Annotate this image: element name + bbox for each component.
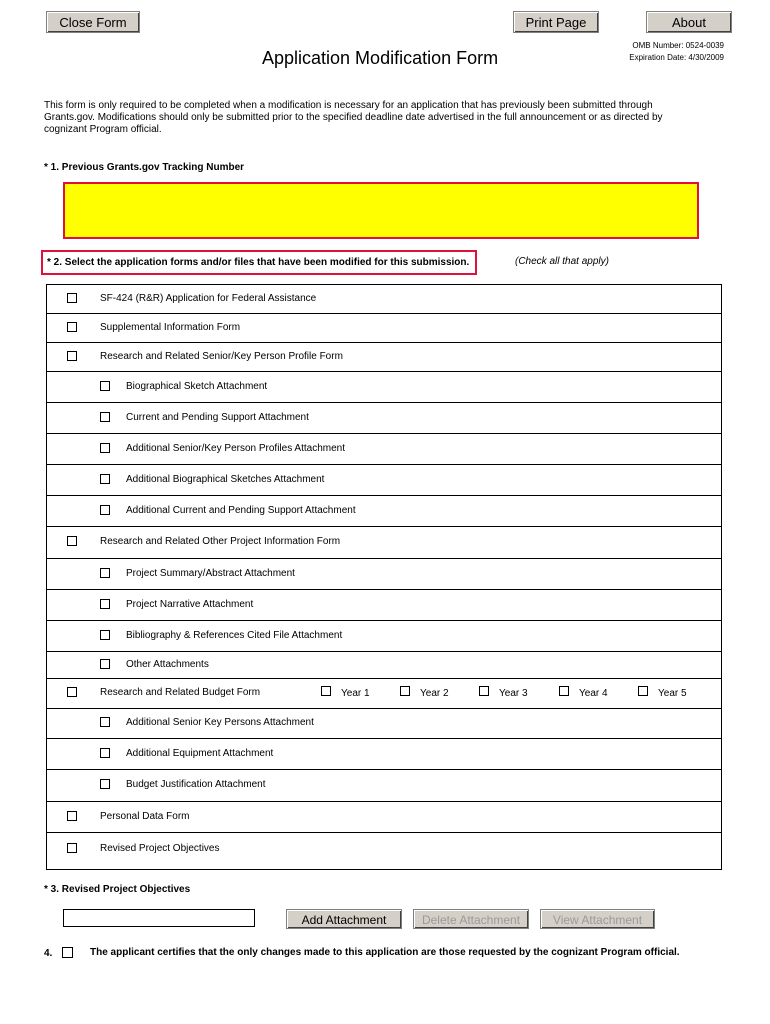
item-label: Bibliography & References Cited File Attachment: [126, 630, 343, 641]
item-checkbox[interactable]: [67, 322, 77, 332]
item-label: Biographical Sketch Attachment: [126, 381, 268, 392]
form-row: [47, 709, 721, 739]
item-checkbox[interactable]: [100, 599, 110, 609]
item-checkbox[interactable]: [100, 505, 110, 515]
form-row: [47, 285, 721, 314]
item-checkbox[interactable]: [100, 659, 110, 669]
print-page-button[interactable]: Print Page: [513, 11, 599, 33]
q2-label: * 2. Select the application forms and/or files that have been modified for this submission.: [41, 250, 477, 275]
form-row: [47, 652, 721, 679]
q4-label: The applicant certifies that the only changes made to this application are those requested by the cognizant Program official.: [90, 947, 680, 958]
item-label: Personal Data Form: [100, 811, 190, 822]
item-label: Additional Equipment Attachment: [126, 748, 274, 759]
item-label: Additional Biographical Sketches Attachment: [126, 474, 325, 485]
item-checkbox[interactable]: [67, 351, 77, 361]
item-label: Revised Project Objectives: [100, 843, 220, 854]
item-label: Additional Current and Pending Support Attachment: [126, 505, 356, 516]
budget-year-checkbox[interactable]: [479, 686, 489, 696]
close-form-button[interactable]: Close Form: [46, 11, 140, 33]
budget-year-checkbox[interactable]: [321, 686, 331, 696]
budget-year-label: Year 5: [658, 688, 687, 699]
budget-year-label: Year 1: [341, 688, 370, 699]
item-label: Current and Pending Support Attachment: [126, 412, 309, 423]
intro-text: This form is only required to be completed when a modification is necessary for an application that has previously been submitted through Grants.gov. Modifications should only be submitted prior to the specified deadline date advertised in the full announcement or as directed by cognizant Program official.: [44, 100, 663, 135]
item-label: Budget Justification Attachment: [126, 779, 266, 790]
item-checkbox[interactable]: [100, 443, 110, 453]
item-label: Research and Related Budget Form: [100, 687, 261, 698]
item-checkbox[interactable]: [100, 412, 110, 422]
budget-year-label: Year 2: [420, 688, 449, 699]
form-row: [47, 403, 721, 434]
form-row: [47, 739, 721, 770]
check-all-hint: (Check all that apply): [515, 256, 609, 267]
tracking-number-field[interactable]: [63, 182, 699, 239]
modified-forms-table: [46, 284, 722, 870]
budget-year-checkbox[interactable]: [559, 686, 569, 696]
item-checkbox[interactable]: [100, 748, 110, 758]
item-checkbox[interactable]: [100, 381, 110, 391]
q4-number: 4.: [44, 948, 53, 959]
item-label: SF-424 (R&R) Application for Federal Assistance: [100, 293, 317, 304]
item-label: Project Narrative Attachment: [126, 599, 254, 610]
item-checkbox[interactable]: [100, 717, 110, 727]
item-checkbox[interactable]: [100, 630, 110, 640]
form-row: [47, 559, 721, 590]
form-row: [47, 496, 721, 527]
form-row: [47, 833, 721, 866]
certify-checkbox[interactable]: [62, 947, 73, 958]
form-row: [47, 465, 721, 496]
item-label: Supplemental Information Form: [100, 322, 241, 333]
form-row: [47, 343, 721, 372]
budget-year-label: Year 4: [579, 688, 608, 699]
form-row: [47, 679, 721, 709]
form-row: [47, 621, 721, 652]
view-attachment-button[interactable]: View Attachment: [540, 909, 655, 929]
item-checkbox[interactable]: [100, 568, 110, 578]
item-checkbox[interactable]: [100, 779, 110, 789]
form-row: [47, 770, 721, 802]
form-title: Application Modification Form: [262, 48, 499, 68]
expiration-date: Expiration Date: 4/30/2009: [629, 53, 724, 62]
form-row: [47, 372, 721, 403]
item-label: Additional Senior Key Persons Attachment: [126, 717, 314, 728]
form-row: [47, 527, 721, 559]
omb-number: OMB Number: 0524-0039: [632, 41, 724, 50]
form-row: [47, 314, 721, 343]
item-label: Research and Related Senior/Key Person Profile Form: [100, 351, 343, 362]
item-label: Other Attachments: [126, 659, 209, 670]
item-checkbox[interactable]: [67, 687, 77, 697]
form-row: [47, 434, 721, 465]
budget-year-checkbox[interactable]: [638, 686, 648, 696]
attachment-filename-field: [63, 909, 255, 927]
item-label: Project Summary/Abstract Attachment: [126, 568, 295, 579]
form-row: [47, 802, 721, 833]
item-label: Research and Related Other Project Information Form: [100, 536, 341, 547]
budget-year-checkbox[interactable]: [400, 686, 410, 696]
item-checkbox[interactable]: [67, 293, 77, 303]
item-checkbox[interactable]: [100, 474, 110, 484]
item-checkbox[interactable]: [67, 811, 77, 821]
add-attachment-button[interactable]: Add Attachment: [286, 909, 402, 929]
delete-attachment-button[interactable]: Delete Attachment: [413, 909, 529, 929]
omb-info: [629, 40, 724, 64]
about-button[interactable]: About: [646, 11, 732, 33]
item-label: Additional Senior/Key Person Profiles Attachment: [126, 443, 346, 454]
form-row: [47, 590, 721, 621]
budget-year-label: Year 3: [499, 688, 528, 699]
q1-label: * 1. Previous Grants.gov Tracking Number: [44, 162, 245, 173]
item-checkbox[interactable]: [67, 536, 77, 546]
item-checkbox[interactable]: [67, 843, 77, 853]
q3-label: * 3. Revised Project Objectives: [44, 884, 191, 895]
